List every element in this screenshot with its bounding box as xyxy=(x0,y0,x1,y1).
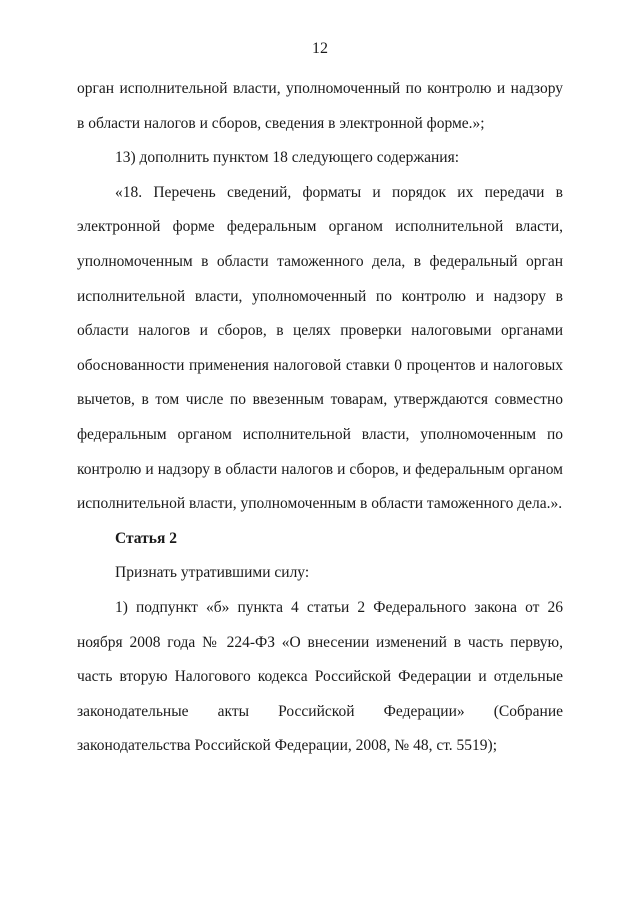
paragraph-continuation: орган исполнительной власти, уполномоченный по контролю и надзору в области налогов и сборов, сведения в электронной форме.»; xyxy=(77,80,563,132)
article-heading: Статья 2 xyxy=(115,529,177,547)
document-body xyxy=(77,72,563,764)
page-number: 12 xyxy=(312,40,328,57)
paragraph-repeal-item-1: 1) подпункт «б» пункта 4 статьи 2 Федерального закона от 26 ноября 2008 года № 224-ФЗ «О внесении изменений в часть первую, часть вторую Налогового кодекса Российской Федерации и отдельные законодательные акты Российской Федерации» (Собрание законодательства Российской Федерации, 2008, № 48, ст. 5519); xyxy=(77,598,563,755)
paragraph-item-18: «18. Перечень сведений, форматы и порядок их передачи в электронной форме федеральным органом исполнительной власти, уполномоченным в области таможенного дела, в федеральный орган исполнительной власти, уполномоченный по контролю и надзору в области налогов и сборов, в целях проверки налоговыми органами обоснованности применения налоговой ставки 0 процентов и налоговых вычетов, в том числе по ввезенным товарам, утверждаются совместно федеральным органом исполнительной власти, уполномоченным по контролю и надзору в области налогов и сборов, и федеральным органом исполнительной власти, уполномоченным в области таможенного дела.». xyxy=(77,183,563,513)
paragraph-item-13: 13) дополнить пунктом 18 следующего содержания: xyxy=(115,149,460,167)
paragraph-repeal-intro: Признать утратившими силу: xyxy=(115,564,310,582)
